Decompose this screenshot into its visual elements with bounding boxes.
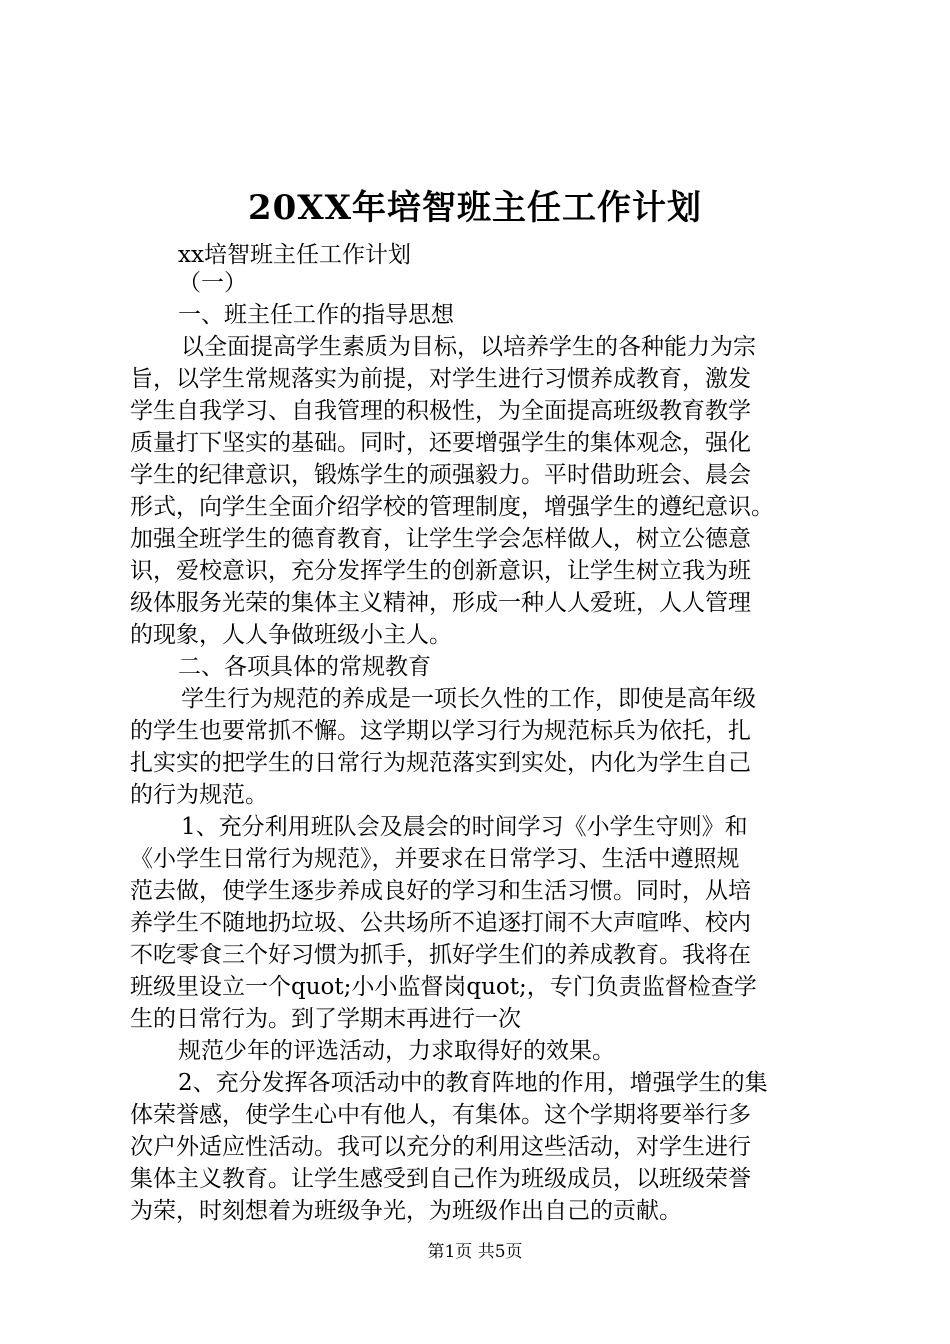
document-title: 20XX年培智班主任工作计划 [247, 188, 703, 228]
text-line: xx培智班主任工作计划 [178, 242, 411, 268]
text-line: 学生自我学习、自我管理的积极性，为全面提高班级教育教学 [130, 398, 751, 424]
section-heading: 一、班主任工作的指导思想 [178, 302, 454, 328]
text-line: 的现象，人人争做班级小主人。 [130, 622, 452, 648]
page-number-footer: 第1页 共5页 [427, 1242, 523, 1262]
text-line: 班级里设立一个quot;小小监督岗quot;，专门负责监督检查学 [130, 974, 757, 1000]
text-line: 为荣，时刻想着为班级争光，为班级作出自己的贡献。 [130, 1198, 682, 1224]
text-line: 的行为规范。 [130, 782, 268, 808]
text-line: 加强全班学生的德育教育，让学生学会怎样做人，树立公德意 [130, 526, 751, 552]
text-line: 质量打下坚实的基础。同时，还要增强学生的集体观念，强化 [130, 430, 751, 456]
section-heading: 二、各项具体的常规教育 [178, 654, 431, 680]
text-line: 扎实实的把学生的日常行为规范落实到实处，内化为学生自己 [130, 750, 751, 776]
text-line: 学生行为规范的养成是一项长久性的工作，即使是高年级 [181, 686, 756, 712]
text-line: 以全面提高学生素质为目标，以培养学生的各种能力为宗 [181, 334, 756, 360]
text-line: 规范少年的评选活动，力求取得好的效果。 [178, 1038, 615, 1064]
text-line: 《小学生日常行为规范》，并要求在日常学习、生活中遵照规 [130, 846, 740, 872]
text-line: 形式，向学生全面介绍学校的管理制度，增强学生的遵纪意识。 [130, 494, 774, 520]
text-line: 养学生不随地扔垃圾、公共场所不追逐打闹不大声喧哗、校内 [130, 910, 751, 936]
text-line: 级体服务光荣的集体主义精神，形成一种人人爱班，人人管理 [130, 590, 751, 616]
text-line: （一） [178, 270, 247, 296]
text-line: 识，爱校意识，充分发挥学生的创新意识，让学生树立我为班 [130, 558, 751, 584]
text-line: 次户外适应性活动。我可以充分的利用这些活动，对学生进行 [130, 1134, 751, 1160]
text-line: 学生的纪律意识，锻炼学生的顽强毅力。平时借助班会、晨会 [130, 462, 751, 488]
text-line: 范去做，使学生逐步养成良好的学习和生活习惯。同时，从培 [130, 878, 751, 904]
text-line: 旨，以学生常规落实为前提，对学生进行习惯养成教育，激发 [130, 366, 751, 392]
text-line: 的学生也要常抓不懈。这学期以学习行为规范标兵为依托，扎 [130, 718, 751, 744]
text-line: 1、充分利用班队会及晨会的时间学习《小学生守则》和 [181, 814, 748, 840]
text-line: 集体主义教育。让学生感受到自己作为班级成员，以班级荣誉 [130, 1166, 751, 1192]
text-line: 生的日常行为。到了学期末再进行一次 [130, 1006, 521, 1032]
text-line: 2、充分发挥各项活动中的教育阵地的作用，增强学生的集 [178, 1070, 768, 1096]
text-line: 体荣誉感，使学生心中有他人，有集体。这个学期将要举行多 [130, 1102, 751, 1128]
text-line: 不吃零食三个好习惯为抓手，抓好学生们的养成教育。我将在 [130, 942, 751, 968]
